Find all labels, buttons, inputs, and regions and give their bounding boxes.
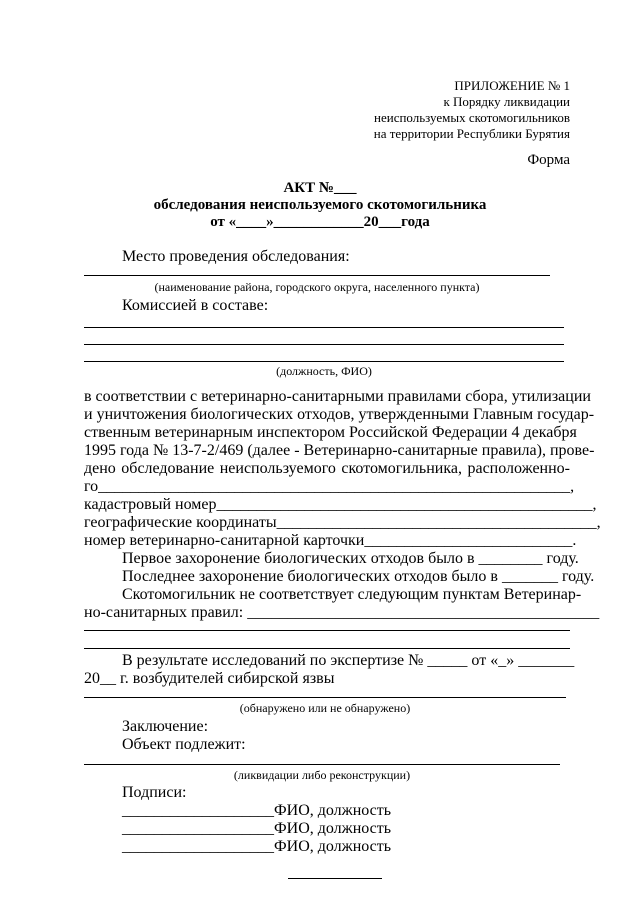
commission-line xyxy=(84,361,564,362)
appendix-title: ПРИЛОЖЕНИЕ № 1 xyxy=(454,78,570,93)
research-result-line xyxy=(84,697,566,698)
nonconformity-line: но-санитарных правил: ____________________________________________ xyxy=(84,604,600,621)
body-line: и уничтожения биологических отходов, утвержденными Главным государ- xyxy=(84,406,595,423)
body-line: дено обследование неиспользуемого скотомогильника, расположенно- xyxy=(84,460,570,477)
body-line: в соответствии с ветеринарно-санитарными правилами сбора, утилизации xyxy=(84,388,591,405)
appendix-line: на территории Республики Бурятия xyxy=(373,126,570,141)
signatures-label: Подписи: xyxy=(122,784,187,801)
conclusion-label: Заключение: xyxy=(122,718,209,735)
research-line: В результате исследований по экспертизе № _____ от «_» _______ xyxy=(122,652,575,669)
coordinates-field: географические координаты________________________________________, xyxy=(84,514,601,531)
commission-line xyxy=(84,327,564,328)
act-title: АКТ №___ xyxy=(283,180,357,196)
footer-divider xyxy=(288,878,382,879)
vet-card-field: номер ветеринарно-санитарной карточки__________________________. xyxy=(84,532,577,549)
signature-line: ___________________ФИО, должность xyxy=(122,838,392,855)
body-line: 1995 года № 13-7-2/469 (далее - Ветеринарно-санитарные правила), прове- xyxy=(84,442,595,459)
body-line: ственным ветеринарным инспектором Российской Федерации 4 декабря xyxy=(84,424,577,441)
research-line: 20__ г. возбудителей сибирской язвы xyxy=(84,670,335,687)
first-burial: Первое захоронение биологических отходов было в ________ году. xyxy=(122,550,579,567)
research-caption: (обнаружено или не обнаружено) xyxy=(239,701,411,715)
signature-line: ___________________ФИО, должность xyxy=(122,820,392,837)
appendix-line: к Порядку ликвидации xyxy=(443,94,570,109)
nonconformity-blank-line xyxy=(84,630,570,631)
location-line xyxy=(84,275,550,276)
location-field: го___________________________________________________________, xyxy=(84,478,575,495)
commission-label: Комиссией в составе: xyxy=(122,297,269,314)
last-burial: Последнее захоронение биологических отходов было в _______ году. xyxy=(122,568,595,585)
form-label: Форма xyxy=(527,152,570,168)
commission-caption: (должность, ФИО) xyxy=(276,364,372,378)
commission-line xyxy=(84,344,564,345)
location-label: Место проведения обследования: xyxy=(122,248,350,265)
cadastral-number-field: кадастровый номер_______________________________________________, xyxy=(84,496,597,513)
appendix-line: неиспользуемых скотомогильников xyxy=(374,110,570,125)
nonconformity-blank-line xyxy=(84,648,570,649)
nonconformity-line: Скотомогильник не соответствует следующим пунктам Ветеринар- xyxy=(122,586,582,603)
object-line xyxy=(84,764,560,765)
signature-line: ___________________ФИО, должность xyxy=(122,802,392,819)
object-label: Объект подлежит: xyxy=(122,736,246,753)
location-caption: (наименование района, городского округа, населенного пункта) xyxy=(154,280,480,294)
object-caption: (ликвидации либо реконструкции) xyxy=(233,768,411,782)
act-date: от «____»____________20___года xyxy=(210,214,430,230)
act-subtitle: обследования неиспользуемого скотомогильника xyxy=(153,197,487,213)
